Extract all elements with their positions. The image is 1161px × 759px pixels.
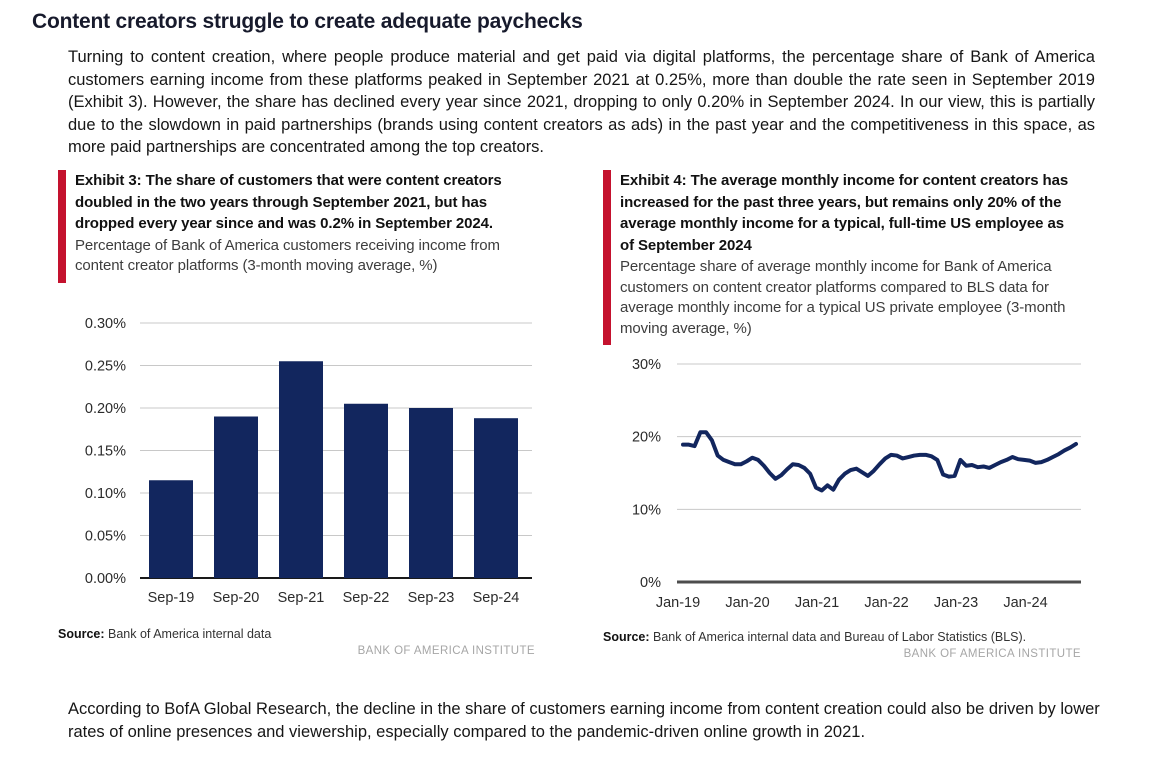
- x-tick-label: Sep-23: [407, 590, 455, 606]
- x-tick-label: Jan-23: [933, 595, 979, 611]
- exhibit3-bar-chart: [58, 310, 535, 622]
- x-tick-label: Sep-20: [212, 590, 260, 606]
- x-tick-label: Jan-19: [655, 595, 701, 611]
- y-tick-label: 0.30%: [84, 316, 126, 332]
- x-tick-label: Sep-24: [472, 590, 520, 606]
- exhibit3-header: [58, 170, 535, 283]
- x-tick-label: Sep-19: [147, 590, 195, 606]
- source-text: Bank of America internal data and Bureau of Labor Statistics (BLS).: [649, 630, 1027, 644]
- bar-sep-24: [474, 418, 518, 578]
- exhibit3-watermark: BANK OF AMERICA INSTITUTE: [357, 645, 535, 657]
- x-tick-label: Jan-22: [864, 595, 909, 611]
- income-share-line: [683, 432, 1076, 490]
- source-label: Source:: [58, 627, 105, 641]
- y-tick-label: 10%: [631, 502, 661, 519]
- y-tick-label: 20%: [631, 429, 661, 446]
- y-tick-label: 0%: [640, 575, 661, 591]
- exhibit4-title: Exhibit 4: The average monthly income for content creators has increased for the past three years, but remains only 20% of the average monthly income for a typical, full-time US employee as of September 2024: [620, 172, 1069, 254]
- exhibit4-source-block: [603, 630, 1081, 660]
- closing-paragraph: According to BofA Global Research, the decline in the share of customers earning income from content creation could also be driven by lower rates of online presences and viewership, especially compared to the pandemic-driven online growth in 2021.: [68, 700, 1100, 741]
- bar-sep-22: [344, 404, 388, 578]
- source-text: Bank of America internal data: [104, 627, 272, 641]
- y-tick-label: 0.15%: [84, 443, 126, 460]
- bar-sep-21: [279, 361, 323, 578]
- exhibit4-source: [603, 630, 1081, 644]
- x-tick-label: Jan-21: [794, 595, 840, 611]
- bar-sep-23: [409, 408, 453, 578]
- page-title: Content creators struggle to create adequate paychecks: [32, 10, 583, 33]
- exhibit4-header: [603, 170, 1081, 345]
- exhibit4-line-chart: [603, 345, 1081, 623]
- x-tick-label: Jan-20: [725, 595, 770, 611]
- bar-sep-19: [149, 480, 193, 578]
- y-tick-label: 0.05%: [84, 528, 126, 545]
- y-tick-label: 0.10%: [84, 486, 126, 502]
- exhibit3-subtitle: Percentage of Bank of America customers receiving income from content creator platforms (3-month moving average, %): [75, 236, 500, 274]
- exhibit3-title: Exhibit 3: The share of customers that were content creators doubled in the two years through September 2021, but has dropped every year since and was 0.2% in September 2024.: [75, 172, 502, 232]
- y-tick-label: 30%: [631, 357, 661, 373]
- bar-sep-20: [214, 417, 258, 579]
- exhibit4-subtitle: Percentage share of average monthly income for Bank of America customers on content creator platforms compared to BLS data for average monthly income for a typical US private employee (3-month moving average, %): [620, 258, 1066, 337]
- x-tick-label: Sep-21: [277, 590, 325, 606]
- x-tick-label: Sep-22: [342, 590, 390, 606]
- y-tick-label: 0.00%: [84, 571, 126, 587]
- y-tick-label: 0.20%: [84, 401, 126, 417]
- intro-paragraph: Turning to content creation, where people produce material and get paid via digital platforms, the percentage share of Bank of America customers earning income from these platforms peaked in September 2021 at 0.25%, more than double the rate seen in September 2019 (Exhibit 3). However, the share has declined every year since 2021, dropping to only 0.20% in September 2024. In our view, this is partially due to the slowdown in paid partnerships (brands using content creators as ads) in the past year and the competitiveness in this space, as more paid partnerships are concentrated among the top creators.: [68, 48, 1095, 156]
- y-tick-label: 0.25%: [84, 358, 126, 375]
- exhibit4-watermark: BANK OF AMERICA INSTITUTE: [903, 648, 1081, 660]
- source-label: Source:: [603, 630, 650, 644]
- exhibit3-source: [58, 627, 535, 641]
- x-tick-label: Jan-24: [1003, 595, 1048, 611]
- exhibit3-source-block: [58, 627, 535, 657]
